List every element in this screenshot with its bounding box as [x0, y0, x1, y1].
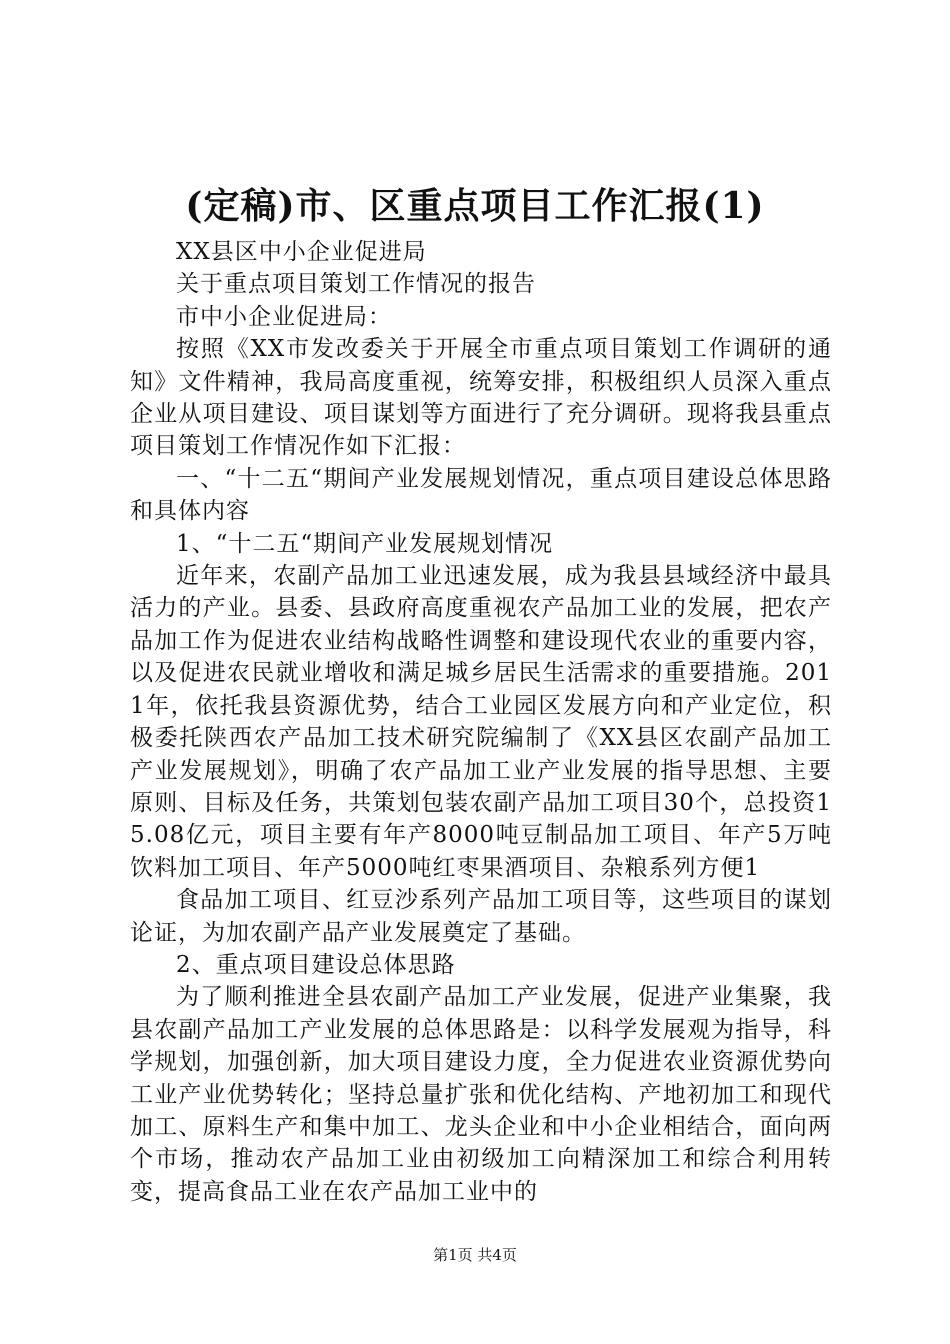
paragraph-intro: 按照《XX市发改委关于开展全市重点项目策划工作调研的通知》文件精神，我局高度重视，统筹安排，积极组织人员深入重点企业从项目建设、项目谋划等方面进行了充分调研。现将我县重点项目策划工作情况作如下汇报：: [130, 336, 832, 460]
paragraph-org: XX县区中小企业促进局: [176, 239, 427, 265]
section-heading-1: 一、“十二五“期间产业发展规划情况，重点项目建设总体思路和具体内容: [130, 465, 832, 525]
document-title: (定稿)市、区重点项目工作汇报(1): [185, 185, 765, 227]
paragraph-development: 近年来，农副产品加工业迅速发展，成为我县县域经济中最具活力的产业。县委、县政府高度重视农产品加工业的发展，把农产品加工作为促进农业结构战略性调整和建设现代农业的重要内容，以及促进农民就业增收和满足城乡居民生活需求的重要措施。2011年，依托我县资源优势，结合工业园区发展方向和产业定位，积极委托陕西农产品加工技术研究院编制了《XX县区农副产品加工产业发展规划》，明确了农产品加工业产业发展的指导思想、主要原则、目标及任务，共策划包装农副产品加工项目30个，总投资15.08亿元，项目主要有年产8000吨豆制品加工项目、年产5万吨饮料加工项目、年产5000吨红枣果酒项目、杂粮系列方便1: [130, 563, 832, 881]
paragraph-strategy: 为了顺利推进全县农副产品加工产业发展，促进产业集聚，我县农副产品加工产业发展的总体思路是：以科学发展观为指导，科学规划，加强创新，加大项目建设力度，全力促进农业资源优势向工业产业优势转化；坚持总量扩张和优化结构、产地初加工和现代加工、原料生产和集中加工、龙头企业和中小企业相结合，面向两个市场，推动农产品加工业由初级加工向精深加工和综合利用转变，提高食品工业在农产品加工业中的: [130, 984, 832, 1205]
document-body: [130, 236, 832, 1208]
subsection-heading-2: 2、重点项目建设总体思路: [176, 951, 456, 978]
subsection-heading-1: 1、“十二五“期间产业发展规划情况: [176, 530, 554, 557]
paragraph-foundation: 食品加工项目、红豆沙系列产品加工项目等，这些项目的谋划论证，为加农副产品产业发展奠定了基础。: [130, 887, 832, 946]
paragraph-subject: 关于重点项目策划工作情况的报告: [176, 271, 536, 298]
paragraph-recipient: 市中小企业促进局：: [176, 303, 392, 330]
page-footer: 第1页 共4页: [433, 1246, 517, 1264]
